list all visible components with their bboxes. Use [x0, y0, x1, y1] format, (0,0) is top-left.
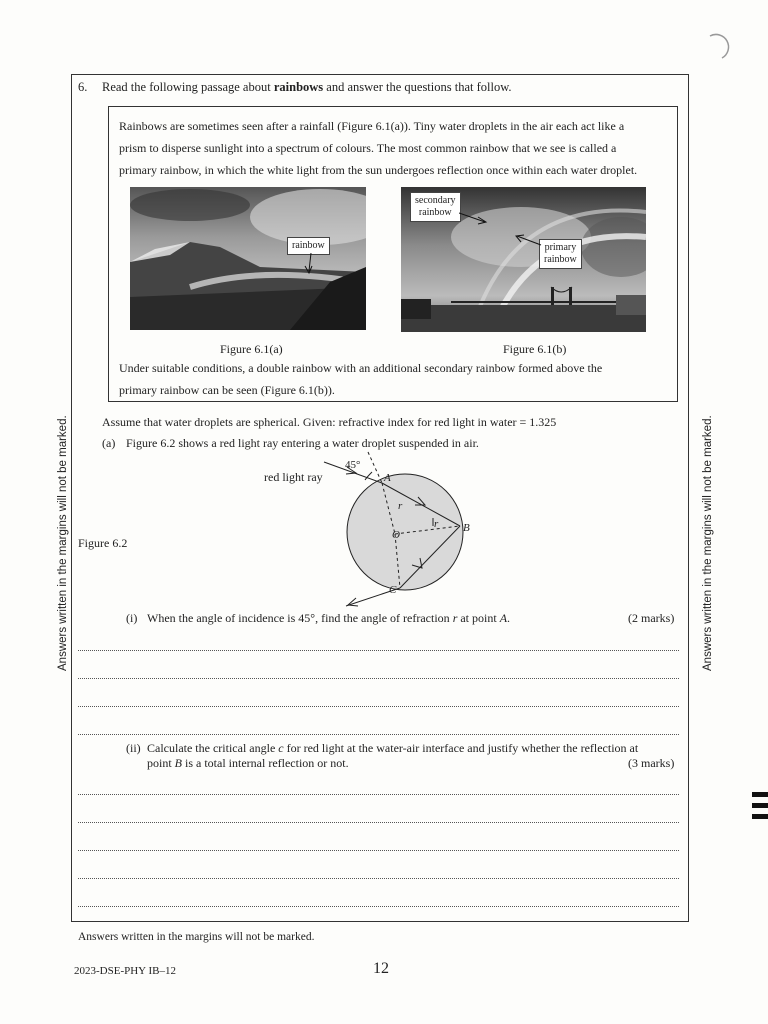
part-i-marks: (2 marks) [628, 611, 675, 625]
figure-62-caption: Figure 6.2 [78, 536, 128, 550]
primary-label-line: rainbow [544, 254, 577, 265]
edge-mark [752, 814, 768, 819]
part-ii-label: (ii) [126, 741, 141, 755]
point-a-label: A [384, 472, 391, 484]
answer-line[interactable] [78, 678, 679, 679]
part-i-label: (i) [126, 611, 138, 625]
rainbow-label: rainbow [287, 237, 330, 255]
edge-mark [752, 803, 768, 808]
part-ii-line1: Calculate the critical angle c for red light at the water-air interface and justify whether the reflection at [147, 741, 639, 755]
angle-r-label: r [434, 518, 439, 530]
point-c-label: C [389, 584, 397, 596]
figure-a-caption: Figure 6.1(a) [220, 342, 283, 356]
primary-rainbow-label [539, 239, 582, 269]
arrow-icon [304, 253, 318, 275]
answer-line[interactable] [78, 822, 679, 823]
passage-box [108, 106, 678, 402]
passage-line: Rainbows are sometimes seen after a rainfall (Figure 6.1(a)). Tiny water droplets in the air each act like a [119, 119, 625, 133]
answer-line[interactable] [78, 650, 679, 651]
paper-code: 2023-DSE-PHY IB–12 [74, 965, 176, 977]
arrow-icon [459, 210, 489, 226]
part-ii-marks: (3 marks) [628, 756, 675, 770]
passage-line: primary rainbow can be seen (Figure 6.1(b)). [119, 383, 335, 397]
question-number: 6. [78, 80, 88, 94]
answer-line[interactable] [78, 706, 679, 707]
left-margin-note: Answers written in the margins will not be marked. [57, 415, 69, 671]
part-ii-line2: point B is a total internal reflection or not. [147, 756, 349, 770]
ray-label: red light ray [264, 470, 323, 484]
part-a-text: Figure 6.2 shows a red light ray entering a water droplet suspended in air. [126, 436, 479, 450]
angle-label: 45° [345, 459, 361, 471]
arrow-icon [513, 233, 543, 249]
passage-line: prism to disperse sunlight into a spectrum of colours. The most common rainbow that we see is called a [119, 141, 617, 155]
angle-r-label: r [398, 500, 403, 512]
passage-line: Under suitable conditions, a double rainbow with an additional secondary rainbow formed above the [119, 361, 603, 375]
point-b-label: B [463, 522, 470, 534]
secondary-label-line: secondary [415, 195, 456, 206]
answer-line[interactable] [78, 906, 679, 907]
answer-line[interactable] [78, 734, 679, 735]
answer-line[interactable] [78, 878, 679, 879]
bottom-margin-note: Answers written in the margins will not be marked. [78, 931, 315, 943]
page-number: 12 [373, 960, 389, 977]
rainbow-photo-a [130, 187, 366, 330]
primary-label-line: primary [544, 242, 577, 253]
corner-mark-icon [700, 30, 734, 64]
edge-mark [752, 792, 768, 797]
answer-line[interactable] [78, 850, 679, 851]
answer-line[interactable] [78, 794, 679, 795]
passage-line: primary rainbow, in which the white light from the sun undergoes reflection once within each water droplet. [119, 163, 638, 177]
part-a-label: (a) [102, 436, 116, 450]
part-i-text: When the angle of incidence is 45°, find the angle of refraction r at point A. [147, 611, 511, 625]
secondary-label-line: rainbow [418, 207, 452, 218]
point-o-label: O [392, 529, 400, 541]
assumption-text: Assume that water droplets are spherical. Given: refractive index for red light in water = 1.325 [102, 415, 557, 429]
question-intro: Read the following passage about rainbows and answer the questions that follow. [102, 80, 512, 94]
right-margin-note: Answers written in the margins will not be marked. [702, 415, 714, 671]
figure-b-caption: Figure 6.1(b) [503, 342, 567, 356]
secondary-rainbow-label [410, 192, 461, 222]
